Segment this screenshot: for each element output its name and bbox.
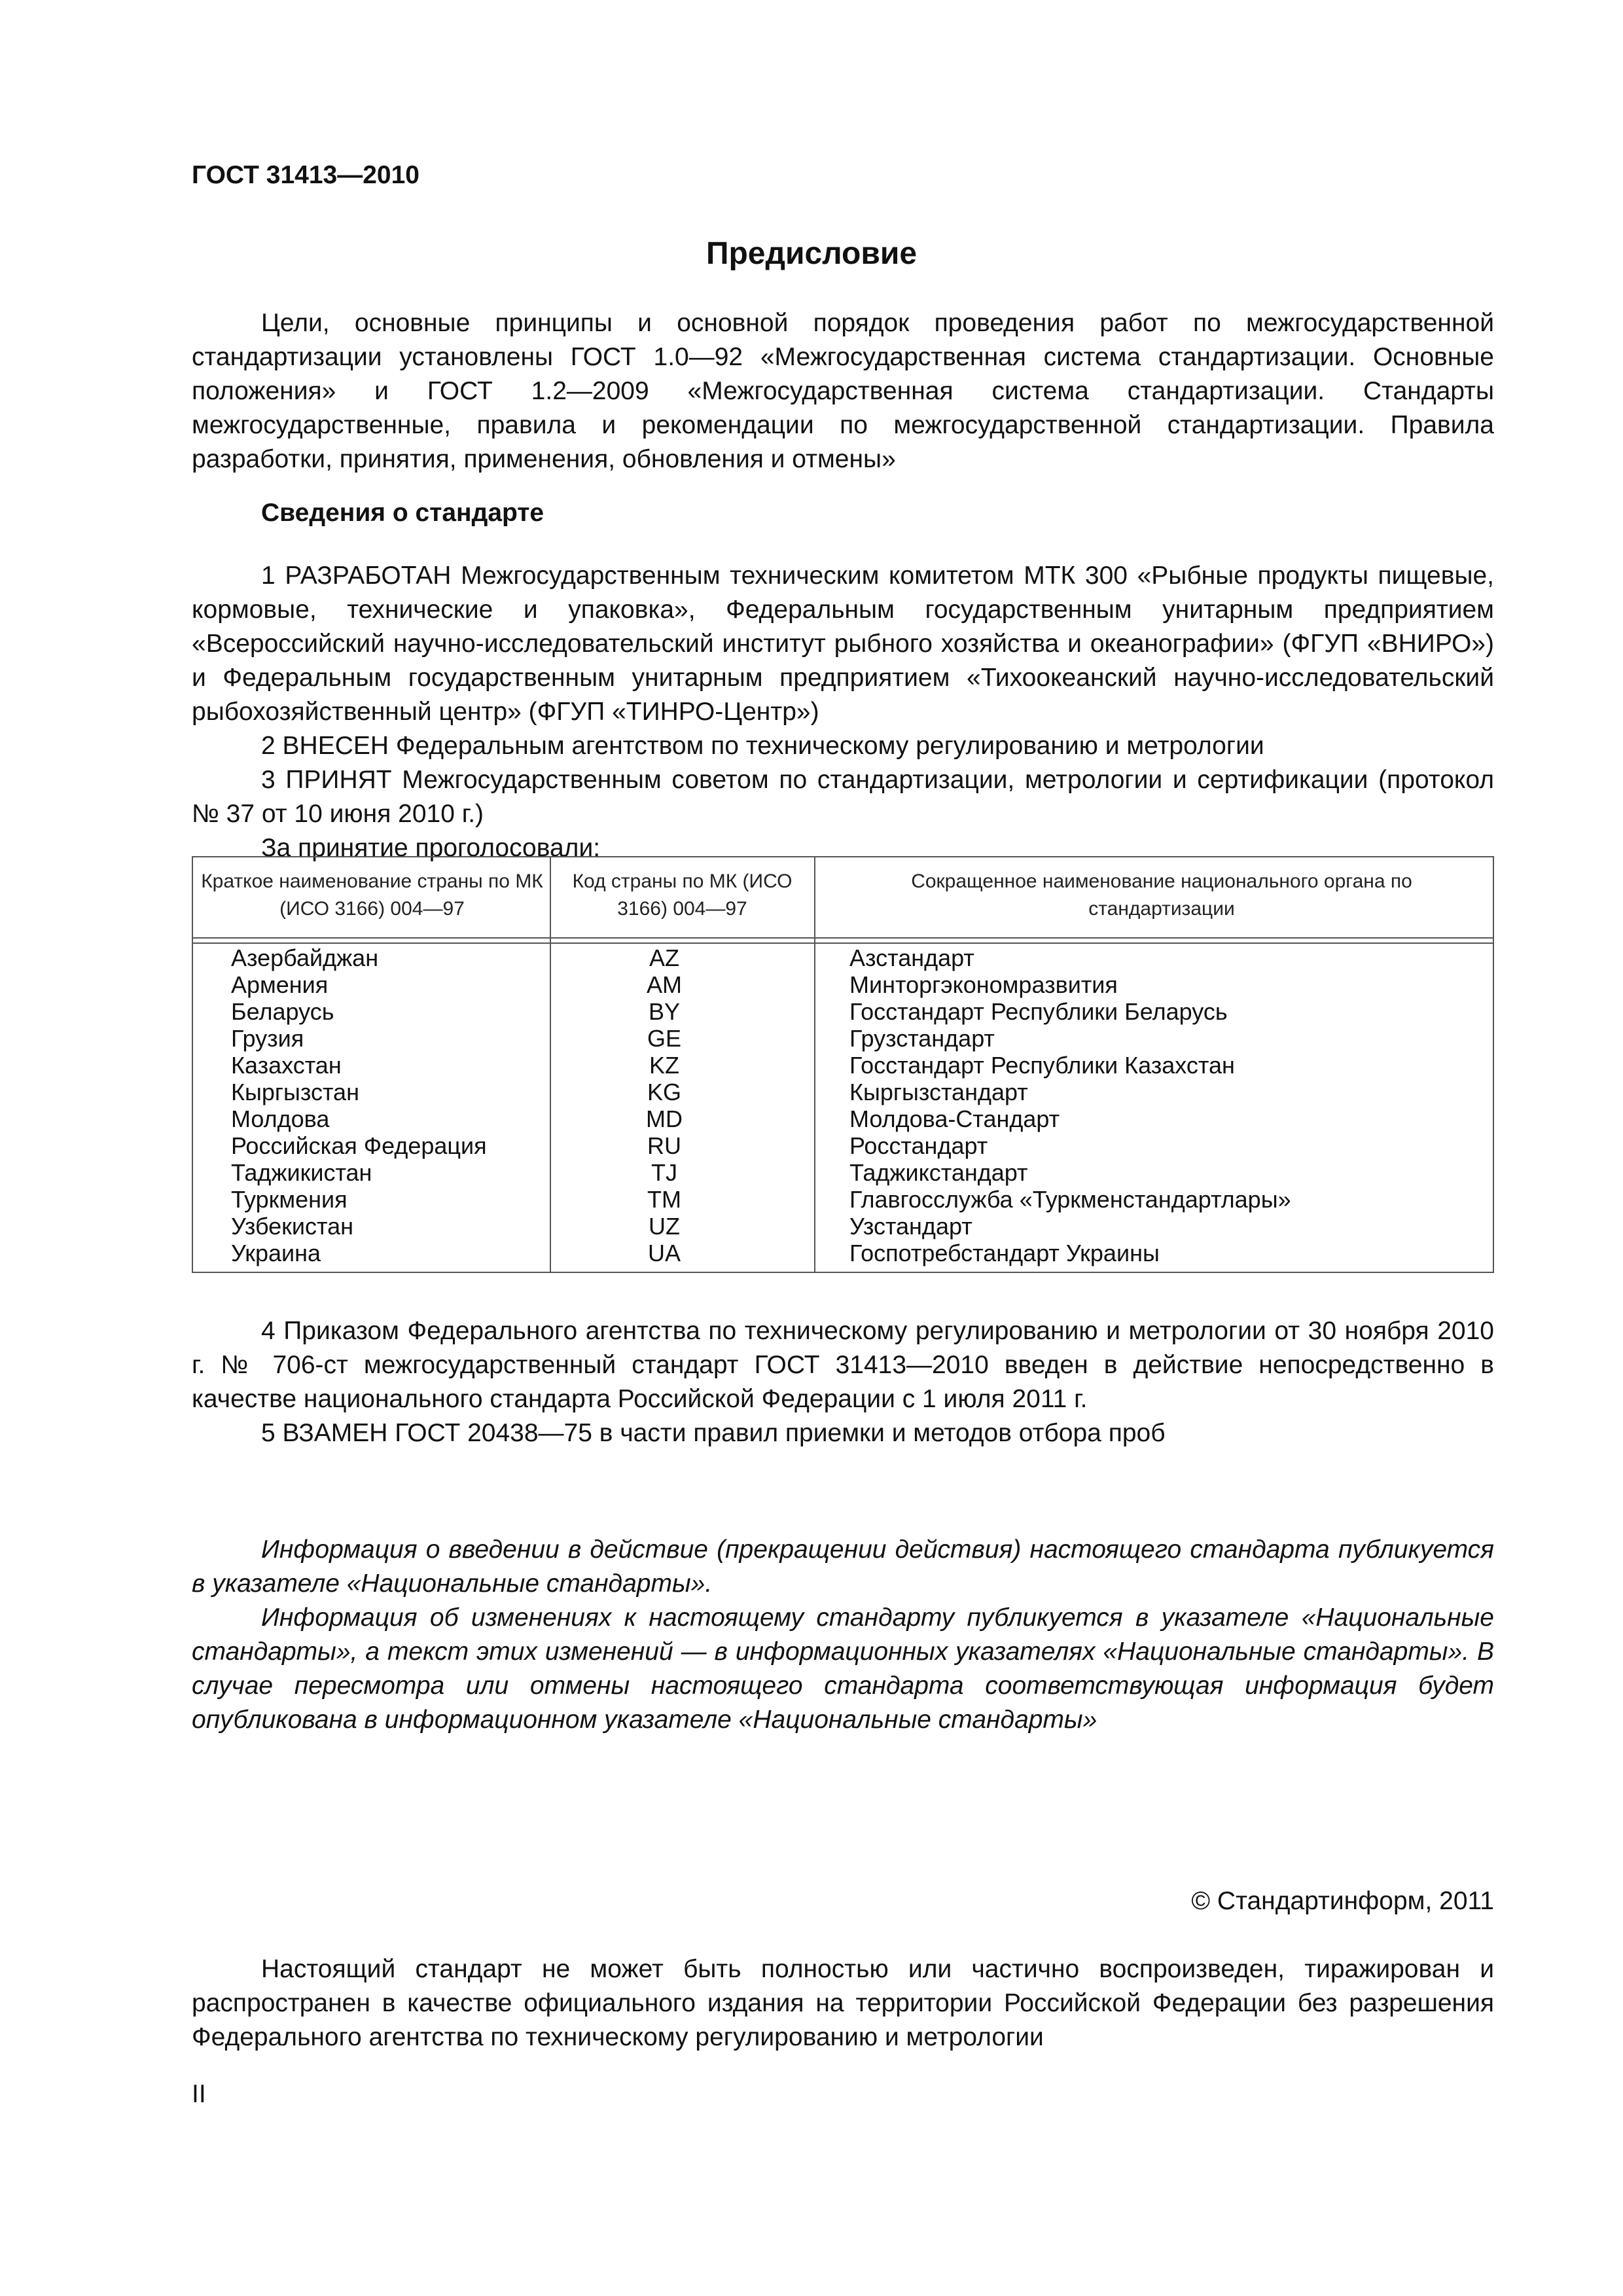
table-header-body: Сокращенное наименование национального органа по стандартизации [911, 870, 1412, 920]
notice-section [192, 1533, 1494, 1737]
code-cell: KZ [649, 1052, 679, 1079]
body-cell: Кыргызстандарт [849, 1079, 1028, 1105]
notice-paragraph: Информация об изменениях к настоящему стандарту публикуется в указателе «Национальные стандарты», а текст этих изменений — в информационных указателях «Национальные стандарты». В случае пересмотра или отмены настоящего стандарта соответствующая информация будет опубликована в информационном указателе «Национальные стандарты» [192, 1604, 1494, 1734]
document-code: ГОСТ 31413—2010 [192, 161, 419, 189]
body-cell: Таджикстандарт [849, 1159, 1028, 1186]
country-cell: Казахстан [231, 1052, 342, 1079]
code-cell: MD [646, 1105, 683, 1132]
voted-label: За принятие проголосовали: [261, 834, 601, 862]
table-row [193, 1052, 1493, 1079]
country-cell: Туркмения [231, 1186, 348, 1213]
country-cell: Украина [231, 1240, 321, 1266]
country-cell: Грузия [231, 1025, 304, 1052]
body-cell: Росстандарт [849, 1132, 988, 1159]
code-cell: UZ [649, 1213, 680, 1240]
code-cell: KG [647, 1079, 681, 1105]
body-cell: Азстандарт [849, 944, 974, 971]
table-header-rule [193, 942, 1493, 944]
table-row [193, 1186, 1493, 1213]
reproduction-section [192, 1952, 1494, 2054]
item-replaces: 5 ВЗАМЕН ГОСТ 20438—75 в части правил приемки и методов отбора проб [261, 1419, 1166, 1447]
post-table-items [192, 1314, 1494, 1450]
table-row [193, 944, 1493, 971]
item-submitted: 2 ВНЕСЕН Федеральным агентством по техническому регулированию и метрологии [261, 732, 1264, 760]
info-items-section [192, 559, 1494, 865]
table-row [193, 998, 1493, 1025]
country-cell: Молдова [231, 1105, 330, 1132]
code-cell: AM [647, 971, 682, 998]
reproduction-notice: Настоящий стандарт не может быть полностью или частично воспроизведен, тиражирован и распространен в качестве официального издания на территории Российской Федерации без разрешения Федерального агентства по техническому регулированию и метрологии [192, 1955, 1494, 2051]
info-heading-section [192, 496, 1494, 530]
table-header-rule [193, 937, 1493, 939]
code-cell: GE [647, 1025, 681, 1052]
body-cell: Узстандарт [849, 1213, 972, 1240]
country-cell: Беларусь [231, 998, 334, 1025]
body-cell: Госстандарт Республики Казахстан [849, 1052, 1235, 1079]
code-cell: TM [647, 1186, 681, 1213]
country-cell: Российская Федерация [231, 1132, 487, 1159]
item-developed: 1 РАЗРАБОТАН Межгосударственным техническим комитетом МТК 300 «Рыбные продукты пищевые, кормовые, технические и упаковка», Федеральным государственным унитарным предприятием «Всероссийский научно-исследовательский институт рыбного хозяйства и океанографии» (ФГУП «ВНИРО») и Федеральным государственным унитарным предприятием «Тихоокеанский научно-исследовательский рыбохозяйственный центр» (ФГУП «ТИНРО-Центр») [192, 562, 1494, 726]
intro-paragraph: Цели, основные принципы и основной порядок проведения работ по межгосударственной стандартизации установлены ГОСТ 1.0—92 «Межгосударственная система стандартизации. Основные положения» и ГОСТ 1.2—2009 «Межгосударственная система стандартизации. Стандарты межгосударственные, правила и рекомендации по межгосударственной стандартизации. Правила разработки, принятия, применения, обновления и отмены» [192, 309, 1494, 473]
table-header-country: Краткое наименование страны по МК (ИСО 3166) 004—97 [201, 870, 543, 920]
table-row [193, 1240, 1493, 1266]
code-cell: RU [647, 1132, 681, 1159]
page-number: II [192, 2080, 206, 2108]
table-header-code: Код страны по МК (ИСО 3166) 004—97 [572, 870, 793, 920]
body-cell: Госпотребстандарт Украины [849, 1240, 1160, 1266]
body-cell: Минторгэкономразвития [849, 971, 1118, 998]
page-title: Предисловие [705, 236, 918, 271]
code-cell: TJ [651, 1159, 677, 1186]
table-row [193, 1079, 1493, 1105]
info-heading: Сведения о стандарте [261, 499, 544, 527]
country-cell: Узбекистан [231, 1213, 354, 1240]
copyright-notice: © Стандартинформ, 2011 [1191, 1887, 1494, 1915]
item-adopted: 3 ПРИНЯТ Межгосударственным советом по стандартизации, метрологии и сертификации (протокол № 37 от 10 июня 2010 г.) [192, 766, 1494, 828]
body-cell: Грузстандарт [849, 1025, 995, 1052]
country-cell: Азербайджан [231, 944, 379, 971]
table-row [193, 1132, 1493, 1159]
item-order: 4 Приказом Федерального агентства по техническому регулированию и метрологии от 30 ноября 2010 г. № 706-ст межгосударственный стандарт ГОСТ 31413—2010 введен в действие непосредственно в качестве национального стандарта Российской Федерации с 1 июля 2011 г. [192, 1317, 1494, 1413]
body-cell: Госстандарт Республики Беларусь [849, 998, 1228, 1025]
table-row [193, 971, 1493, 998]
code-cell: AZ [649, 944, 679, 971]
country-cell: Кыргызстан [231, 1079, 359, 1105]
code-cell: BY [648, 998, 681, 1025]
code-cell: UA [647, 1240, 681, 1266]
table-row [193, 1213, 1493, 1240]
body-cell: Молдова-Стандарт [849, 1105, 1060, 1132]
table-row [193, 1025, 1493, 1052]
voting-table [192, 856, 1494, 1273]
country-cell: Армения [231, 971, 329, 998]
table-row [193, 1105, 1493, 1132]
table-row [193, 1159, 1493, 1186]
country-cell: Таджикистан [231, 1159, 372, 1186]
body-cell: Главгосслужба «Туркменстандартлары» [849, 1186, 1291, 1213]
notice-paragraph: Информация о введении в действие (прекращении действия) настоящего стандарта публикуется в указателе «Национальные стандарты». [192, 1535, 1494, 1598]
intro-section [192, 306, 1494, 476]
